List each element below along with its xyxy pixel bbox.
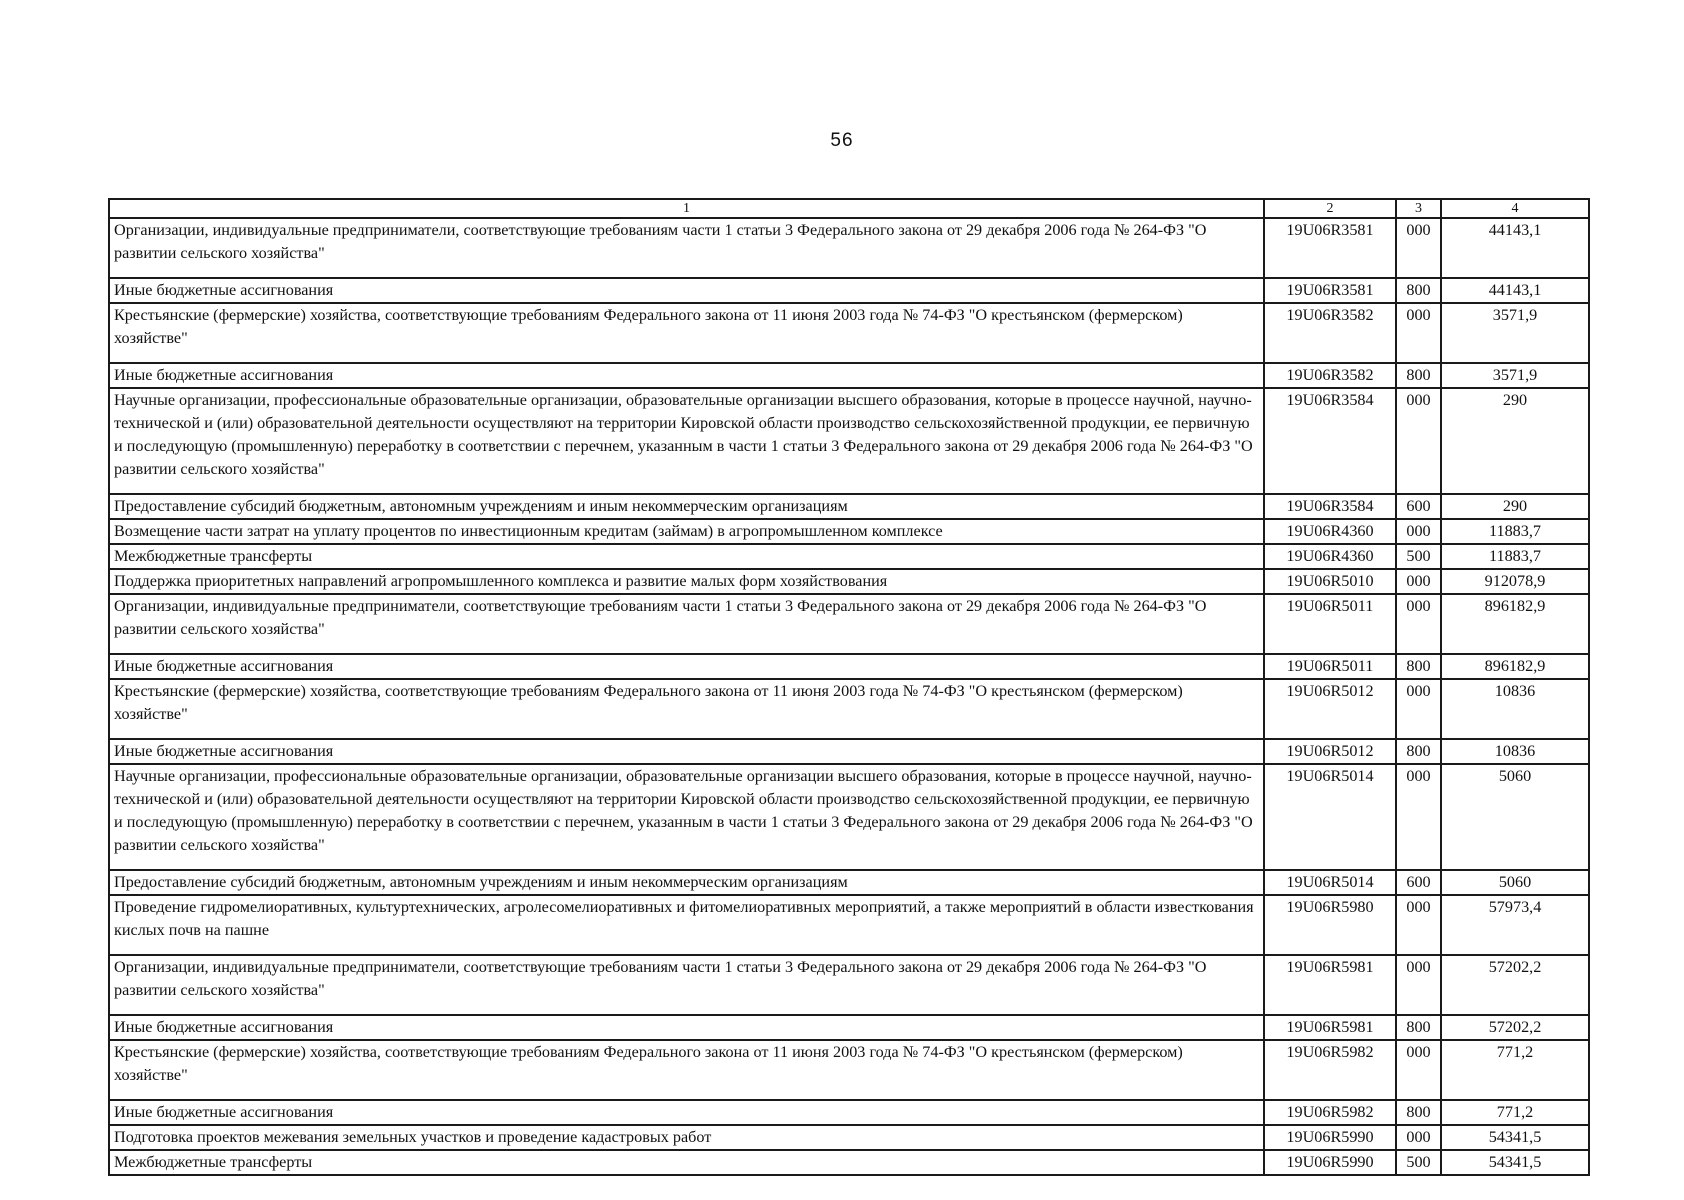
row-type-cell: 000 <box>1396 764 1441 870</box>
row-sum-cell: 896182,9 <box>1441 594 1589 654</box>
row-code-cell: 19U06R5990 <box>1264 1150 1396 1175</box>
table-row <box>109 278 1589 303</box>
row-sum-cell: 771,2 <box>1441 1100 1589 1125</box>
row-sum-cell: 57973,4 <box>1441 895 1589 955</box>
table-row <box>109 1015 1589 1040</box>
row-code-cell: 19U06R5982 <box>1264 1040 1396 1100</box>
row-name-cell: Крестьянские (фермерские) хозяйства, соответствующие требованиям Федерального закона от 11 июня 2003 года № 74-ФЗ "О крестьянском (фермерском) хозяйстве" <box>109 679 1264 739</box>
row-sum-cell: 11883,7 <box>1441 519 1589 544</box>
row-code-cell: 19U06R5011 <box>1264 594 1396 654</box>
row-type-cell: 800 <box>1396 1100 1441 1125</box>
row-code-cell: 19U06R5014 <box>1264 764 1396 870</box>
row-name-cell: Поддержка приоритетных направлений агропромышленного комплекса и развитие малых форм хозяйствования <box>109 569 1264 594</box>
row-name-cell: Организации, индивидуальные предприниматели, соответствующие требованиям части 1 статьи 3 Федерального закона от 29 декабря 2006 года № 264-ФЗ "О развитии сельского хозяйства" <box>109 218 1264 278</box>
row-code-cell: 19U06R5014 <box>1264 870 1396 895</box>
table-row <box>109 654 1589 679</box>
row-code-cell: 19U06R3582 <box>1264 303 1396 363</box>
row-name-cell: Иные бюджетные ассигнования <box>109 1015 1264 1040</box>
row-sum-cell: 5060 <box>1441 870 1589 895</box>
row-sum-cell: 57202,2 <box>1441 955 1589 1015</box>
row-code-cell: 19U06R3581 <box>1264 278 1396 303</box>
row-code-cell: 19U06R5981 <box>1264 1015 1396 1040</box>
row-name-cell: Межбюджетные трансферты <box>109 544 1264 569</box>
row-sum-cell: 290 <box>1441 388 1589 494</box>
table-row <box>109 1125 1589 1150</box>
row-sum-cell: 5060 <box>1441 764 1589 870</box>
table-row <box>109 544 1589 569</box>
table-row <box>109 569 1589 594</box>
row-type-cell: 000 <box>1396 955 1441 1015</box>
row-code-cell: 19U06R5012 <box>1264 679 1396 739</box>
row-name-cell: Иные бюджетные ассигнования <box>109 739 1264 764</box>
row-sum-cell: 54341,5 <box>1441 1125 1589 1150</box>
row-type-cell: 800 <box>1396 654 1441 679</box>
row-sum-cell: 10836 <box>1441 679 1589 739</box>
row-name-cell: Иные бюджетные ассигнования <box>109 654 1264 679</box>
row-name-cell: Организации, индивидуальные предприниматели, соответствующие требованиям части 1 статьи 3 Федерального закона от 29 декабря 2006 года № 264-ФЗ "О развитии сельского хозяйства" <box>109 594 1264 654</box>
row-code-cell: 19U06R5982 <box>1264 1100 1396 1125</box>
row-sum-cell: 3571,9 <box>1441 303 1589 363</box>
header-col-2: 2 <box>1264 199 1396 218</box>
row-code-cell: 19U06R3582 <box>1264 363 1396 388</box>
row-sum-cell: 290 <box>1441 494 1589 519</box>
row-code-cell: 19U06R4360 <box>1264 519 1396 544</box>
table-row <box>109 594 1589 654</box>
row-type-cell: 000 <box>1396 388 1441 494</box>
row-sum-cell: 44143,1 <box>1441 218 1589 278</box>
table-row <box>109 1100 1589 1125</box>
table-row <box>109 870 1589 895</box>
row-name-cell: Крестьянские (фермерские) хозяйства, соответствующие требованиям Федерального закона от 11 июня 2003 года № 74-ФЗ "О крестьянском (фермерском) хозяйстве" <box>109 303 1264 363</box>
row-type-cell: 800 <box>1396 1015 1441 1040</box>
row-name-cell: Возмещение части затрат на уплату процентов по инвестиционным кредитам (займам) в агропромышленном комплексе <box>109 519 1264 544</box>
row-type-cell: 000 <box>1396 1125 1441 1150</box>
row-type-cell: 000 <box>1396 594 1441 654</box>
row-type-cell: 800 <box>1396 363 1441 388</box>
row-code-cell: 19U06R4360 <box>1264 544 1396 569</box>
row-type-cell: 000 <box>1396 218 1441 278</box>
table-row <box>109 1150 1589 1175</box>
page-number: 56 <box>830 130 854 151</box>
header-col-3: 3 <box>1396 199 1441 218</box>
row-type-cell: 500 <box>1396 544 1441 569</box>
table-row <box>109 363 1589 388</box>
row-sum-cell: 54341,5 <box>1441 1150 1589 1175</box>
table-row <box>109 218 1589 278</box>
row-name-cell: Научные организации, профессиональные образовательные организации, образовательные организации высшего образования, которые в процессе научной, научно-технической и (или) образовательной деятельности осуществляют на территории Кировской области производство сельскохозяйственной продукции, ее первичную и последующую (промышленную) переработку в соответствии с перечнем, указанным в части 1 статьи 3 Федерального закона от 29 декабря 2006 года № 264-ФЗ "О развитии сельского хозяйства" <box>109 764 1264 870</box>
row-code-cell: 19U06R5010 <box>1264 569 1396 594</box>
row-code-cell: 19U06R5990 <box>1264 1125 1396 1150</box>
row-name-cell: Предоставление субсидий бюджетным, автономным учреждениям и иным некоммерческим организациям <box>109 494 1264 519</box>
row-code-cell: 19U06R5011 <box>1264 654 1396 679</box>
table-row <box>109 955 1589 1015</box>
row-sum-cell: 3571,9 <box>1441 363 1589 388</box>
row-sum-cell: 912078,9 <box>1441 569 1589 594</box>
row-sum-cell: 57202,2 <box>1441 1015 1589 1040</box>
row-sum-cell: 11883,7 <box>1441 544 1589 569</box>
table-row <box>109 739 1589 764</box>
table-row <box>109 303 1589 363</box>
row-name-cell: Крестьянские (фермерские) хозяйства, соответствующие требованиям Федерального закона от 11 июня 2003 года № 74-ФЗ "О крестьянском (фермерском) хозяйстве" <box>109 1040 1264 1100</box>
row-name-cell: Проведение гидромелиоративных, культуртехнических, агролесомелиоративных и фитомелиоративных мероприятий, а также мероприятий в области известкования кислых почв на пашне <box>109 895 1264 955</box>
row-code-cell: 19U06R3584 <box>1264 494 1396 519</box>
budget-table <box>108 198 1590 1176</box>
row-type-cell: 600 <box>1396 870 1441 895</box>
header-col-1: 1 <box>109 199 1264 218</box>
row-type-cell: 000 <box>1396 519 1441 544</box>
row-sum-cell: 44143,1 <box>1441 278 1589 303</box>
row-type-cell: 000 <box>1396 569 1441 594</box>
row-code-cell: 19U06R3584 <box>1264 388 1396 494</box>
row-sum-cell: 771,2 <box>1441 1040 1589 1100</box>
row-sum-cell: 10836 <box>1441 739 1589 764</box>
row-type-cell: 500 <box>1396 1150 1441 1175</box>
row-code-cell: 19U06R5980 <box>1264 895 1396 955</box>
table-row <box>109 1040 1589 1100</box>
row-type-cell: 000 <box>1396 679 1441 739</box>
table-row <box>109 388 1589 494</box>
row-type-cell: 000 <box>1396 895 1441 955</box>
row-sum-cell: 896182,9 <box>1441 654 1589 679</box>
table-row <box>109 519 1589 544</box>
table-row <box>109 764 1589 870</box>
row-code-cell: 19U06R3581 <box>1264 218 1396 278</box>
row-name-cell: Подготовка проектов межевания земельных участков и проведение кадастровых работ <box>109 1125 1264 1150</box>
row-name-cell: Научные организации, профессиональные образовательные организации, образовательные организации высшего образования, которые в процессе научной, научно-технической и (или) образовательной деятельности осуществляют на территории Кировской области производство сельскохозяйственной продукции, ее первичную и последующую (промышленную) переработку в соответствии с перечнем, указанным в части 1 статьи 3 Федерального закона от 29 декабря 2006 года № 264-ФЗ "О развитии сельского хозяйства" <box>109 388 1264 494</box>
row-type-cell: 600 <box>1396 494 1441 519</box>
row-type-cell: 800 <box>1396 739 1441 764</box>
row-name-cell: Иные бюджетные ассигнования <box>109 1100 1264 1125</box>
row-name-cell: Межбюджетные трансферты <box>109 1150 1264 1175</box>
header-row <box>109 199 1589 218</box>
row-code-cell: 19U06R5981 <box>1264 955 1396 1015</box>
table-row <box>109 494 1589 519</box>
row-code-cell: 19U06R5012 <box>1264 739 1396 764</box>
row-name-cell: Иные бюджетные ассигнования <box>109 363 1264 388</box>
table-row <box>109 895 1589 955</box>
row-type-cell: 800 <box>1396 278 1441 303</box>
table-body <box>109 199 1589 1175</box>
table-row <box>109 679 1589 739</box>
row-type-cell: 000 <box>1396 303 1441 363</box>
header-col-4: 4 <box>1441 199 1589 218</box>
row-name-cell: Организации, индивидуальные предприниматели, соответствующие требованиям части 1 статьи 3 Федерального закона от 29 декабря 2006 года № 264-ФЗ "О развитии сельского хозяйства" <box>109 955 1264 1015</box>
row-type-cell: 000 <box>1396 1040 1441 1100</box>
row-name-cell: Предоставление субсидий бюджетным, автономным учреждениям и иным некоммерческим организациям <box>109 870 1264 895</box>
row-name-cell: Иные бюджетные ассигнования <box>109 278 1264 303</box>
